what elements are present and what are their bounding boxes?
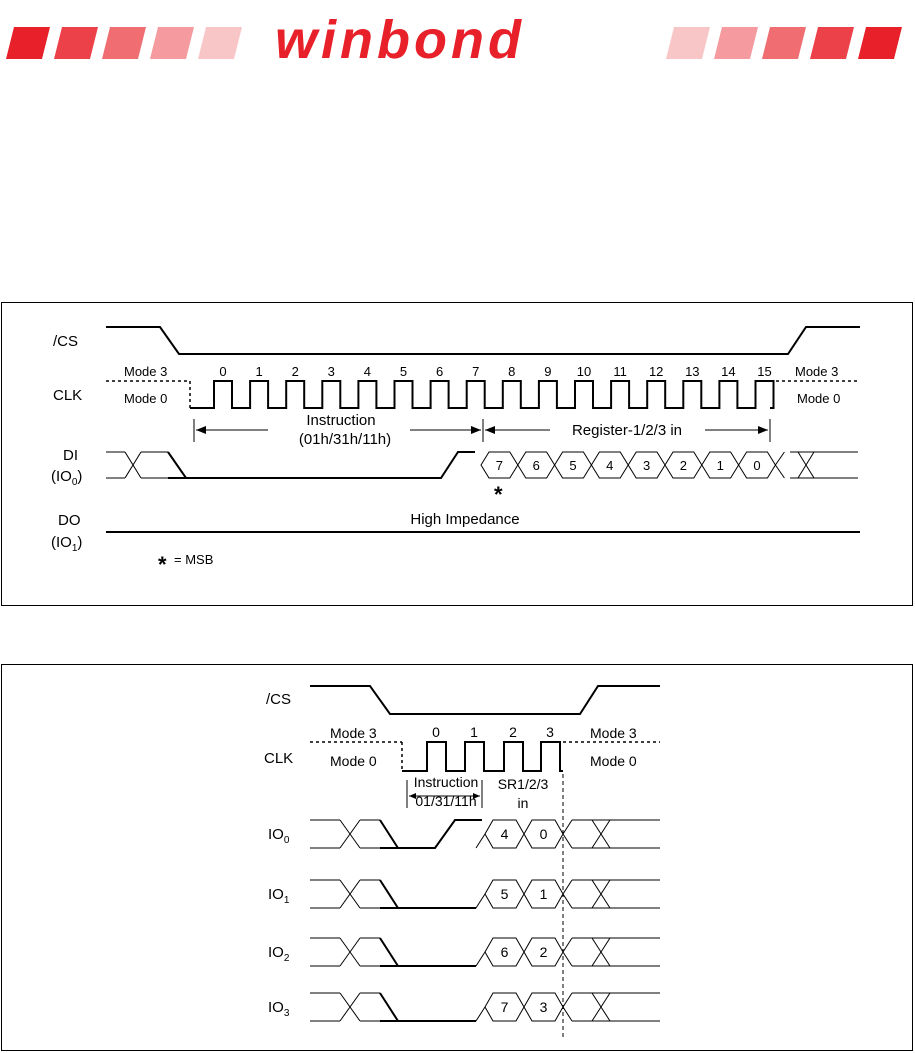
clock-number-4: 4 — [363, 364, 372, 379]
clock-number-0: 0 — [219, 364, 227, 379]
cs2-waveform — [310, 686, 660, 714]
data-bit-3: 3 — [642, 458, 651, 473]
clk2-mode0-left: Mode 0 — [330, 753, 377, 769]
instruction2-label-line1: Instruction — [413, 774, 479, 790]
clock2-number-3: 3 — [546, 724, 554, 740]
io2-waveform — [268, 938, 660, 966]
io0-waveform — [268, 820, 660, 848]
clk2-mode3-right: Mode 3 — [590, 725, 637, 741]
io-bit-5: 5 — [500, 886, 509, 902]
io-bit-1: 1 — [539, 886, 548, 902]
clk-label: CLK — [53, 387, 83, 404]
clock2-number-1: 1 — [470, 724, 478, 740]
clock-number-11: 11 — [613, 364, 627, 379]
io-bit-0: 0 — [539, 826, 548, 842]
cs-label: /CS — [53, 333, 79, 350]
high-impedance-label: High Impedance — [410, 511, 520, 528]
io0-label: $IO_0$ — [268, 826, 290, 846]
clock-number-5: 5 — [399, 364, 408, 379]
clock-number-8: 8 — [508, 364, 516, 379]
data-bit-1: 1 — [716, 458, 724, 473]
clock-number-14: 14 — [721, 364, 736, 379]
clk-mode0-right: Mode 0 — [797, 391, 841, 406]
clock-number-2: 2 — [291, 364, 299, 379]
clk-mode0-left: Mode 0 — [124, 391, 168, 406]
msb-marker: * — [494, 482, 503, 507]
io-bit-6: 6 — [500, 944, 509, 960]
di-label: DI — [63, 447, 78, 464]
data-bit-7: 7 — [495, 458, 504, 473]
clock2-number-2: 2 — [509, 724, 517, 740]
io1-label: $IO_1$ — [268, 886, 290, 906]
do-io-label: $(IO_1)$ — [51, 534, 83, 554]
io1-waveform — [268, 880, 660, 908]
diagram2-frame — [2, 665, 913, 1051]
io2-label: $IO_2$ — [268, 944, 290, 964]
data-bit-5: 5 — [569, 458, 577, 473]
io-waveforms — [268, 820, 660, 1021]
clock2-numbers — [432, 724, 554, 740]
clk-mode3-right: Mode 3 — [795, 364, 839, 379]
clock2-number-0: 0 — [432, 724, 440, 740]
io3-label: $IO_3$ — [268, 999, 290, 1019]
do-label: DO — [58, 512, 81, 529]
instruction-label-line1: Instruction — [306, 412, 376, 429]
instruction2-label-line2: 01/31/11h — [415, 793, 477, 809]
clk2-mode3-left: Mode 3 — [330, 725, 377, 741]
clk-mode3-left: Mode 3 — [124, 364, 168, 379]
io3-waveform — [268, 993, 660, 1021]
io-bit-4: 4 — [500, 826, 509, 842]
data-bit-2: 2 — [679, 458, 688, 473]
clock-number-3: 3 — [327, 364, 335, 379]
cs2-label: /CS — [266, 691, 292, 708]
data-bit-0: 0 — [753, 458, 761, 473]
clock-number-10: 10 — [576, 364, 592, 379]
legend-msb: = MSB — [174, 552, 214, 567]
legend-star: * — [158, 552, 167, 577]
clock-number-13: 13 — [685, 364, 700, 379]
clock-number-6: 6 — [435, 364, 444, 379]
clock-number-1: 1 — [255, 364, 263, 379]
clock-number-15: 15 — [757, 364, 772, 379]
clock-number-7: 7 — [472, 364, 480, 379]
io-bit-2: 2 — [539, 944, 548, 960]
register-in-label: Register-1/2/3 in — [571, 422, 683, 439]
clock-number-9: 9 — [544, 364, 552, 379]
io-bit-3: 3 — [539, 999, 548, 1015]
sr-label-line1: SR1/2/3 — [497, 776, 549, 792]
di-io-label: $(IO_0)$ — [51, 468, 83, 488]
instruction-label-line2: (01h/31h/11h) — [298, 431, 392, 448]
sr-label-line2: in — [517, 795, 529, 811]
data-bit-4: 4 — [606, 458, 614, 473]
data-bit-6: 6 — [532, 458, 540, 473]
logo-wordmark: winbond — [275, 10, 525, 70]
clk2-mode0-right: Mode 0 — [590, 753, 637, 769]
clock-number-12: 12 — [648, 364, 664, 379]
clk2-label: CLK — [264, 750, 294, 767]
io-bit-7: 7 — [500, 999, 509, 1015]
